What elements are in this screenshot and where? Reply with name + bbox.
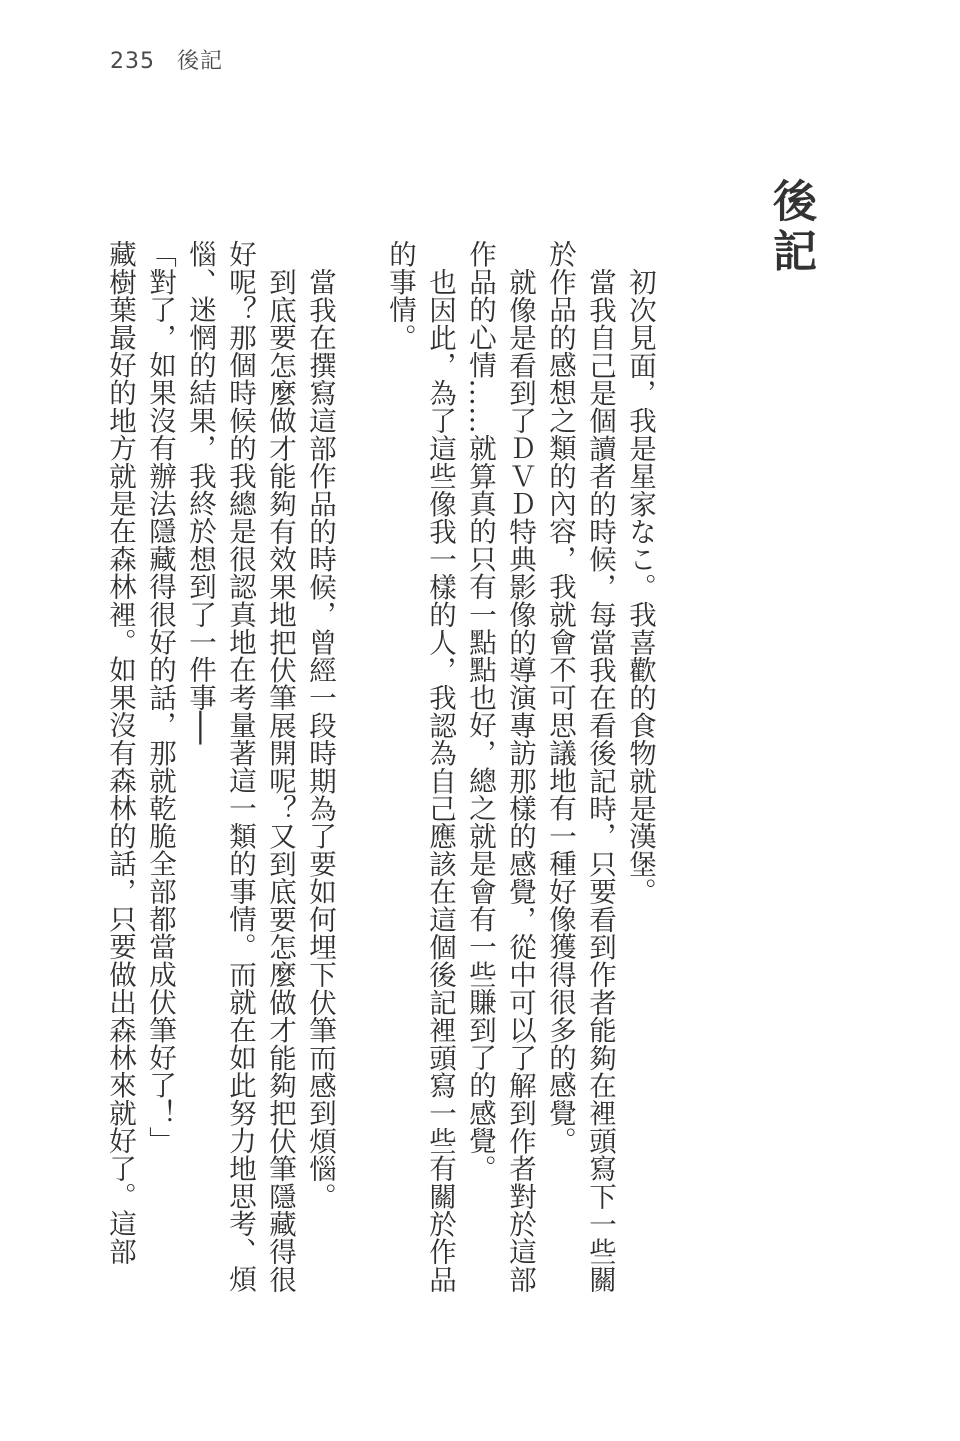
paragraph-4: 也因此，為了這些像我一樣的人，我認為自己應該在這個後記裡頭寫一些有關於作品的事情。 <box>384 240 456 1293</box>
paragraph-5: 當我在撰寫這部作品的時候，曾經一段時期為了要如何埋下伏筆而感到煩惱。 <box>304 267 336 1210</box>
paragraph-7: 「對了，如果沒有辦法隱藏得很好的話，那就乾脆全部都當成伏筆好了！」 <box>144 240 176 1155</box>
paragraph-6: 到底要怎麼做才能夠有效果地把伏筆展開呢？又到底要怎麼做才能夠把伏筆隱藏得很好呢？那個時候的我總是很認真地在考量著這一類的事情。而就在如此努力地思考、煩惱、迷惘的結果，我終於想到了一件事── <box>184 240 296 1293</box>
body-text <box>100 240 660 1320</box>
running-title: 後記 <box>177 49 224 74</box>
paragraph-3: 就像是看到了ＤＶＤ特典影像的導演專訪那樣的感覺，從中可以了解到作者對於這部作品的心情……就算真的只有一點點也好，總之就是會有一些賺到了的感覺。 <box>464 240 536 1293</box>
paragraph-1: 初次見面，我是星家なこ。我喜歡的食物就是漢堡。 <box>624 267 656 905</box>
paragraph-gap <box>340 240 380 1320</box>
paragraph-8: 藏樹葉最好的地方就是在森林裡。如果沒有森林的話，只要做出森林來就好了。這部 <box>104 240 136 1265</box>
paragraph-2: 當我自己是個讀者的時候，每當我在看後記時，只要看到作者能夠在裡頭寫下一些關於作品的感想之類的內容，我就會不可思議地有一種好像獲得很多的感覺。 <box>544 240 616 1293</box>
page-number: 235 <box>110 49 155 74</box>
running-head <box>110 44 223 75</box>
chapter-title: 後記 <box>765 178 816 278</box>
